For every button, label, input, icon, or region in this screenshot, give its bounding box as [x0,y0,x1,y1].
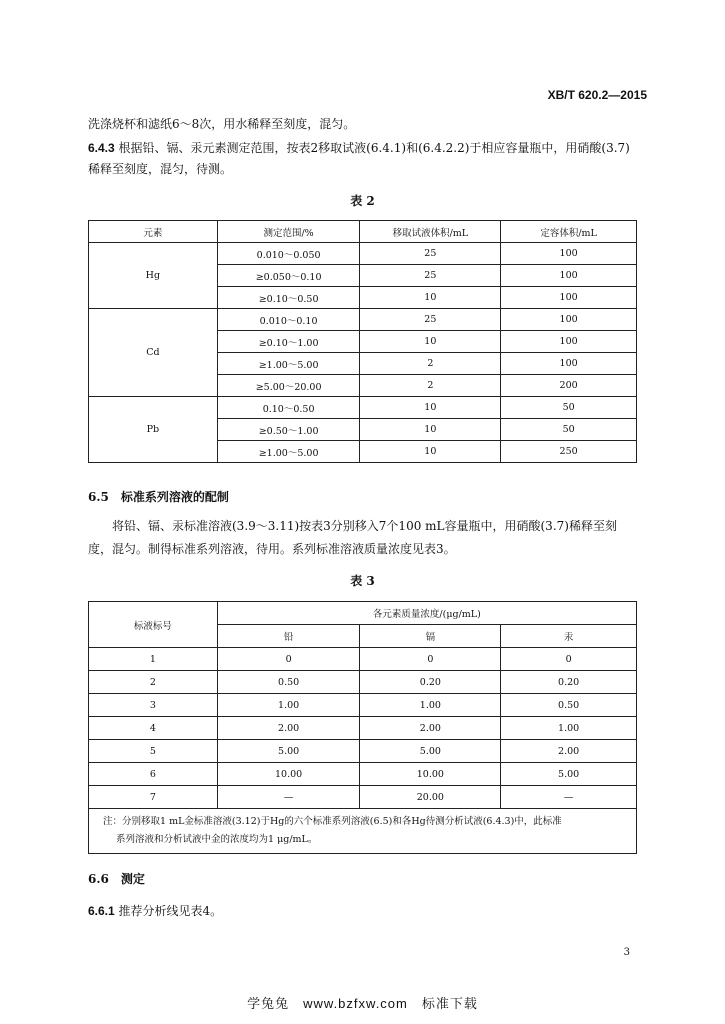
table3-cell: — [501,786,637,809]
table2-cell-final: 100 [501,243,637,265]
table3-cell: 7 [89,786,218,809]
table2-element-cell: Cd [89,309,218,397]
table2-cell-range: ≥0.50～1.00 [217,419,360,441]
table2-cell-vol: 10 [360,287,501,309]
table2-cell-vol: 2 [360,375,501,397]
table2-cell-final: 50 [501,397,637,419]
table3-cell: 2.00 [360,717,501,740]
table-3 [88,601,637,854]
table3-row [89,786,637,809]
table2-cell-vol: 10 [360,397,501,419]
table3-cell: 10.00 [217,763,360,786]
section-6-5-title: 6.5 标准系列溶液的配制 [88,490,229,504]
table3-cell: 4 [89,717,218,740]
section-6-5-body-line1: 将铅、镉、汞标准溶液(3.9～3.11)按表3分别移入7个100 mL容量瓶中，用硝酸(3.7)稀释至刻 [112,519,617,533]
clause-text: 根据铅、镉、汞元素测定范围，按表2移取试液(6.4.1)和(6.4.2.2)于相应容量瓶中，用硝酸(3.7) [118,141,630,155]
table3-note [89,809,637,854]
table3-header-conc: 各元素质量浓度/(μg/mL) [217,602,636,625]
table3-cell: 20.00 [360,786,501,809]
table2-cell-final: 100 [501,353,637,375]
paragraph-continuation: 洗涤烧杯和滤纸6～8次，用水稀释至刻度，混匀。 [88,117,356,131]
table2-header-row [89,221,637,243]
table2-cell-range: ≥1.00～5.00 [217,353,360,375]
section-6-6-title: 6.6 测定 [88,872,145,886]
table2-cell-final: 50 [501,419,637,441]
table3-cell: 1.00 [217,694,360,717]
table3-cell: 1.00 [501,717,637,740]
table-2 [88,220,637,463]
table3-header-row [89,602,637,625]
table2-cell-vol: 2 [360,353,501,375]
table3-cell: 2.00 [217,717,360,740]
table3-cell: 6 [89,763,218,786]
clause-text: 推荐分析线见表4。 [118,904,223,918]
table3-cell: 2.00 [501,740,637,763]
table3-cell: 10.00 [360,763,501,786]
table3-cell: 2 [89,671,218,694]
table2-cell-range: ≥0.10～1.00 [217,331,360,353]
table2-cell-final: 100 [501,309,637,331]
standard-number: XB/T 620.2—2015 [547,88,647,102]
table3-cell: 5.00 [501,763,637,786]
table3-cell: 5.00 [360,740,501,763]
table3-cell: 0.50 [501,694,637,717]
table2-header-cell: 元素 [89,221,218,243]
table2-cell-range: 0.010～0.050 [217,243,360,265]
table2-header-cell: 移取试液体积/mL [360,221,501,243]
table3-header-element: 汞 [501,625,637,648]
table3-cell: — [217,786,360,809]
table3-cell: 5.00 [217,740,360,763]
table3-cell: 5 [89,740,218,763]
table2-cell-final: 100 [501,287,637,309]
table2-cell-final: 100 [501,331,637,353]
table2-cell-vol: 25 [360,309,501,331]
table2-element-cell: Pb [89,397,218,463]
table2-row [89,397,637,419]
table2-header-cell: 测定范围/% [217,221,360,243]
table3-cell: 0 [501,648,637,671]
table3-cell: 0 [360,648,501,671]
table3-row [89,648,637,671]
table2-cell-range: ≥0.050～0.10 [217,265,360,287]
clause-6-4-3-line2: 稀释至刻度，混匀，待测。 [88,162,233,176]
section-6-5-body-line2: 度，混匀。制得标准系列溶液，待用。系列标准溶液质量浓度见表3。 [88,542,456,556]
watermark-footer: 学兔兔 www.bzfxw.com 标准下载 [247,996,478,1011]
table2-cell-vol: 10 [360,331,501,353]
table2-header-cell: 定容体积/mL [501,221,637,243]
table2-cell-range: ≥0.10～0.50 [217,287,360,309]
clause-6-4-3 [88,140,630,156]
table3-row [89,740,637,763]
table2-cell-final: 100 [501,265,637,287]
table3-row [89,717,637,740]
table2-cell-range: 0.010～0.10 [217,309,360,331]
table2-cell-vol: 25 [360,265,501,287]
table2-row [89,309,637,331]
table2-cell-final: 250 [501,441,637,463]
table2-cell-vol: 25 [360,243,501,265]
table2-cell-vol: 10 [360,419,501,441]
table2-cell-range: ≥5.00～20.00 [217,375,360,397]
table3-cell: 1.00 [360,694,501,717]
table3-cell: 0 [217,648,360,671]
table3-cell: 0.20 [360,671,501,694]
table2-cell-range: 0.10～0.50 [217,397,360,419]
table3-row [89,694,637,717]
table3-note-row [89,809,637,854]
table3-cell: 0.20 [501,671,637,694]
table2-cell-range: ≥1.00～5.00 [217,441,360,463]
table2-element-cell: Hg [89,243,218,309]
clause-number: 6.4.3 [88,141,115,155]
table3-row [89,671,637,694]
page-number: 3 [623,947,630,958]
table3-row [89,763,637,786]
table3-header-no: 标液标号 [89,602,218,648]
table3-cell: 0.50 [217,671,360,694]
table3-cell: 1 [89,648,218,671]
table3-header-element: 铅 [217,625,360,648]
table2-cell-final: 200 [501,375,637,397]
table2-caption: 表 2 [350,194,375,208]
table3-note-line1: 注：分别移取1 mL金标准溶液(3.12)于Hg的六个标准系列溶液(6.5)和各Hg待测分析试液(6.4.3)中，此标准 [103,816,562,827]
table2-cell-vol: 10 [360,441,501,463]
table3-header-element: 镉 [360,625,501,648]
clause-6-6-1 [88,903,222,919]
table2-row [89,243,637,265]
table3-cell: 3 [89,694,218,717]
clause-number: 6.6.1 [88,904,115,918]
table3-note-line2: 系列溶液和分析试液中金的浓度均为1 μg/mL。 [116,834,318,845]
table3-caption: 表 3 [350,574,375,588]
